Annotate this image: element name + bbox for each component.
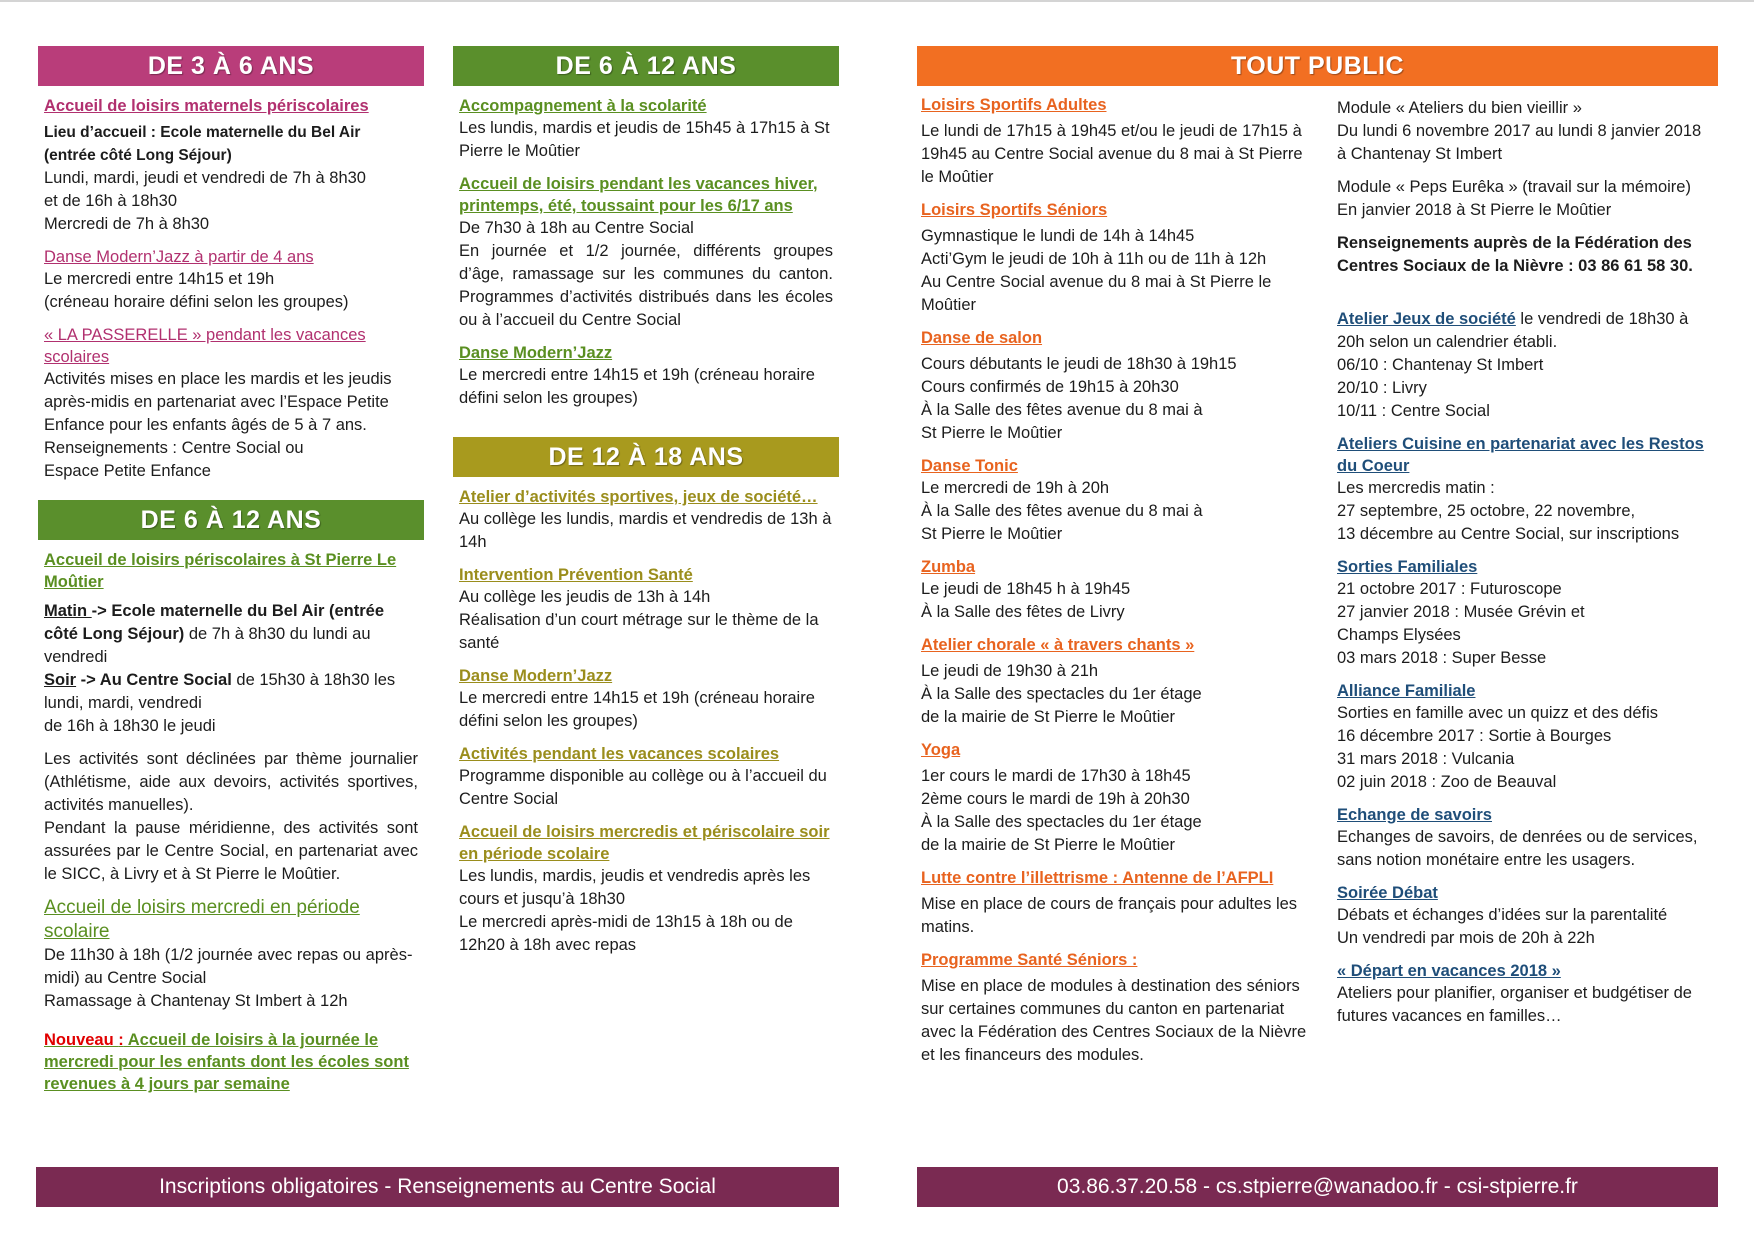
text-line: (entrée côté Long Séjour) bbox=[44, 147, 232, 164]
section-passerelle bbox=[44, 324, 418, 483]
text-line: 06/10 : Chantenay St Imbert bbox=[1337, 356, 1544, 374]
nouveau-colon: : bbox=[118, 1031, 124, 1049]
text-line: Les lundis, mardis et jeudis de 15h45 à 17h15 à St Pierre le Moûtier bbox=[459, 119, 830, 160]
section-chorale bbox=[921, 634, 1309, 729]
section-title: Danse Modern’Jazz bbox=[459, 667, 613, 685]
text-line: 20/10 : Livry bbox=[1337, 379, 1427, 397]
text-line: De 7h30 à 18h au Centre Social bbox=[459, 219, 694, 237]
section-title: Ateliers Cuisine en partenariat avec les Restos du Coeur bbox=[1337, 435, 1704, 475]
band-6-12: DE 6 À 12 ANS bbox=[38, 500, 424, 540]
text-line: Programme disponible au collège ou à l’accueil du Centre Social bbox=[459, 767, 827, 808]
section-depart-vacances bbox=[1337, 960, 1711, 1028]
section-title: Accueil de loisirs mercredis et périscolaire soir en période scolaire bbox=[459, 823, 830, 863]
top-rule bbox=[0, 0, 1754, 2]
text-line: À la Salle des fêtes avenue du 8 mai à bbox=[921, 401, 1203, 419]
section-activites-theme bbox=[44, 748, 418, 886]
section-sorties-familiales bbox=[1337, 556, 1711, 670]
text-line: Gymnastique le lundi de 14h à 14h45 bbox=[921, 227, 1195, 245]
text-line: À la Salle des spectacles du 1er étage bbox=[921, 685, 1202, 703]
text-line: Le jeudi de 18h45 h à 19h45 bbox=[921, 580, 1131, 598]
section-scolarite bbox=[459, 95, 833, 163]
section-danse-salon bbox=[921, 327, 1309, 445]
text-line: Le mercredi de 19h à 20h bbox=[921, 479, 1110, 497]
section-title: « Départ en vacances 2018 » bbox=[1337, 962, 1561, 980]
section-danse-4ans bbox=[44, 246, 418, 314]
section-title: Echange de savoirs bbox=[1337, 806, 1492, 824]
soir-label: Soir bbox=[44, 671, 77, 689]
text-line: 2ème cours le mardi de 19h à 20h30 bbox=[921, 790, 1190, 808]
section-title: Danse Modern’Jazz à partir de 4 ans bbox=[44, 248, 314, 266]
section-title: Accueil de loisirs pendant les vacances hiver, printemps, été, toussaint pour les 6/17 ans bbox=[459, 175, 818, 215]
section-zumba bbox=[921, 556, 1309, 624]
text-line: Un vendredi par mois de 20h à 22h bbox=[1337, 929, 1595, 947]
section-title: Accueil de loisirs maternels périscolaires bbox=[44, 97, 369, 115]
section-nouveau bbox=[44, 1029, 418, 1095]
text-line: 02 juin 2018 : Zoo de Beauval bbox=[1337, 773, 1557, 791]
text-line: Espace Petite Enfance bbox=[44, 462, 211, 480]
section-title: Accueil de loisirs périscolaires à St Pierre Le Moûtier bbox=[44, 551, 397, 591]
text-line: Module « Ateliers du bien vieillir » bbox=[1337, 99, 1582, 117]
section-cuisine bbox=[1337, 433, 1711, 546]
section-renseignements-federation bbox=[1337, 232, 1711, 278]
section-title: Soirée Débat bbox=[1337, 884, 1438, 902]
text-line: Ramassage à Chantenay St Imbert à 12h bbox=[44, 992, 348, 1010]
text-line: 03 mars 2018 : Super Besse bbox=[1337, 649, 1547, 667]
text-line: À la Salle des spectacles du 1er étage bbox=[921, 813, 1202, 831]
section-vacances-scolaires bbox=[459, 743, 833, 811]
section-prevention bbox=[459, 564, 833, 655]
text-line: 27 janvier 2018 : Musée Grévin et bbox=[1337, 603, 1585, 621]
text-line: Mise en place de cours de français pour adultes les matins. bbox=[921, 895, 1298, 936]
text-line: Les mercredis matin : bbox=[1337, 479, 1495, 497]
column-ages-6-12-left bbox=[38, 500, 424, 1095]
text-line bbox=[44, 669, 418, 715]
text-line: Les activités sont déclinées par thème journalier (Athlétisme, aide aux devoirs, activités sportives, activités manuelles). bbox=[44, 750, 418, 814]
text-line: Le mercredi après-midi de 13h15 à 18h ou de 12h20 à 18h avec repas bbox=[459, 913, 793, 954]
section-title: Atelier chorale « à travers chants » bbox=[921, 636, 1195, 654]
jeux-title: Atelier Jeux de société bbox=[1337, 310, 1516, 328]
text-line: de la mairie de St Pierre le Moûtier bbox=[921, 708, 1176, 726]
section-alliance-familiale bbox=[1337, 680, 1711, 794]
section-sportifs-seniors bbox=[921, 199, 1309, 317]
matin-rest: de 7h à 8h30 du lundi au vendredi bbox=[44, 625, 371, 666]
text-line: Au Centre Social avenue du 8 mai à St Pierre le Moûtier bbox=[921, 273, 1272, 314]
text-line: Renseignements : Centre Social ou bbox=[44, 439, 304, 457]
section-title: Alliance Familiale bbox=[1337, 682, 1476, 700]
section-vacances bbox=[459, 173, 833, 332]
column-ages-3-6 bbox=[38, 46, 424, 483]
section-title: « LA PASSERELLE » pendant les vacances scolaires bbox=[44, 326, 366, 366]
column-public-left bbox=[915, 94, 1315, 1067]
section-sante-seniors bbox=[921, 949, 1309, 1067]
text-line: Cours confirmés de 19h15 à 20h30 bbox=[921, 378, 1179, 396]
text-line: Les lundis, mardis, jeudis et vendredis après les cours et jusqu’à 18h30 bbox=[459, 867, 811, 908]
text-line: Sorties en famille avec un quizz et des défis bbox=[1337, 704, 1659, 722]
text-line: Activités mises en place les mardis et les jeudis après-midis en partenariat avec l’Espace Petite Enfance pour les enfants âgés de 5 à 7 ans. bbox=[44, 370, 392, 434]
footer-inscriptions: Inscriptions obligatoires - Renseignements au Centre Social bbox=[36, 1167, 839, 1207]
section-periscolaire-soir bbox=[459, 821, 833, 957]
text-line: Cours débutants le jeudi de 18h30 à 19h15 bbox=[921, 355, 1237, 373]
text-line: Echanges de savoirs, de denrées ou de services, sans notion monétaire entre les usagers. bbox=[1337, 828, 1698, 869]
text-line: Réalisation d’un court métrage sur le thème de la santé bbox=[459, 611, 819, 652]
text-line: de 16h à 18h30 le jeudi bbox=[44, 717, 216, 735]
text-line: Mercredi de 7h à 8h30 bbox=[44, 215, 210, 233]
text-line: À la Salle des fêtes de Livry bbox=[921, 603, 1125, 621]
section-title: Accueil de loisirs mercredi en période scolaire bbox=[44, 897, 360, 942]
text-line: Du lundi 6 novembre 2017 au lundi 8 janvier 2018 à Chantenay St Imbert bbox=[1337, 122, 1702, 163]
section-module-peps bbox=[1337, 176, 1711, 222]
text-line: 27 septembre, 25 octobre, 22 novembre, bbox=[1337, 502, 1636, 520]
column-ages-6-12 bbox=[453, 46, 839, 410]
section-echange-savoirs bbox=[1337, 804, 1711, 872]
section-yoga bbox=[921, 739, 1309, 857]
text-line: 1er cours le mardi de 17h30 à 18h45 bbox=[921, 767, 1191, 785]
text-line: Renseignements auprès de la Fédération des Centres Sociaux de la Nièvre : 03 86 61 58 30. bbox=[1337, 234, 1693, 275]
text-line: Au collège les jeudis de 13h à 14h bbox=[459, 588, 711, 606]
section-jeux-societe bbox=[1337, 308, 1711, 423]
nouveau-label: Nouveau bbox=[44, 1031, 119, 1049]
column-ages-12-18 bbox=[453, 437, 839, 957]
section-title: Danse de salon bbox=[921, 329, 1043, 347]
section-mercredi-scolaire bbox=[44, 896, 418, 1013]
column-public-right bbox=[1331, 97, 1717, 1028]
text-line: À la Salle des fêtes avenue du 8 mai à bbox=[921, 502, 1203, 520]
text-line: 31 mars 2018 : Vulcania bbox=[1337, 750, 1515, 768]
text-line: 21 octobre 2017 : Futuroscope bbox=[1337, 580, 1562, 598]
section-sportives bbox=[459, 486, 833, 554]
section-title: Loisirs Sportifs Séniors bbox=[921, 201, 1108, 219]
section-title: Intervention Prévention Santé bbox=[459, 566, 693, 584]
section-title: Programme Santé Séniors : bbox=[921, 951, 1138, 969]
text-line: Débats et échanges d’idées sur la parentalité bbox=[1337, 906, 1668, 924]
nouveau-title: Accueil de loisirs à la journée le mercredi pour les enfants dont les écoles sont revenues à 4 jours par semaine bbox=[44, 1031, 409, 1093]
section-title bbox=[44, 1029, 418, 1095]
text-line: de la mairie de St Pierre le Moûtier bbox=[921, 836, 1176, 854]
section-title: Sorties Familiales bbox=[1337, 558, 1478, 576]
text-line: De 11h30 à 18h (1/2 journée avec repas ou après-midi) au Centre Social bbox=[44, 946, 413, 987]
section-danse-612 bbox=[459, 342, 833, 410]
text-line: Mise en place de modules à destination des séniors sur certaines communes du canton en partenariat avec la Fédération des Centres Sociaux de la Nièvre et les financeurs des modules. bbox=[921, 977, 1307, 1064]
text-line: Module « Peps Eurêka » (travail sur la mémoire) bbox=[1337, 178, 1691, 196]
section-title: Activités pendant les vacances scolaires bbox=[459, 745, 780, 763]
text-line bbox=[44, 600, 418, 669]
section-title: Atelier d’activités sportives, jeux de société… bbox=[459, 488, 818, 506]
text-line: Le mercredi entre 14h15 et 19h bbox=[44, 270, 275, 288]
text-line: Le mercredi entre 14h15 et 19h (créneau horaire défini selon les groupes) bbox=[459, 366, 815, 407]
section-danse-tonic bbox=[921, 455, 1309, 546]
text-line: Champs Elysées bbox=[1337, 626, 1461, 644]
matin-label: Matin bbox=[44, 602, 92, 620]
section-title: Lutte contre l’illettrisme : Antenne de l’AFPLI bbox=[921, 869, 1274, 887]
text-line: Lieu d’accueil : Ecole maternelle du Bel Air bbox=[44, 124, 361, 141]
band-6-12-b: DE 6 À 12 ANS bbox=[453, 46, 839, 86]
text-line: Le mercredi entre 14h15 et 19h (créneau horaire défini selon les groupes) bbox=[459, 689, 815, 730]
text-line: et de 16h à 18h30 bbox=[44, 192, 178, 210]
text-line: St Pierre le Moûtier bbox=[921, 525, 1063, 543]
text-line: Ateliers pour planifier, organiser et budgétiser de futures vacances en familles… bbox=[1337, 984, 1692, 1025]
section-title: Loisirs Sportifs Adultes bbox=[921, 96, 1107, 114]
section-title: Danse Modern’Jazz bbox=[459, 344, 613, 362]
text-line: 10/11 : Centre Social bbox=[1337, 402, 1490, 420]
section-title: Zumba bbox=[921, 558, 976, 576]
section-danse-1218 bbox=[459, 665, 833, 733]
section-soiree-debat bbox=[1337, 882, 1711, 950]
jeux-rest: le vendredi de 18h30 à 20h selon un calendrier établi. bbox=[1337, 310, 1689, 351]
text-line bbox=[1337, 308, 1711, 354]
text-line: En janvier 2018 à St Pierre le Moûtier bbox=[1337, 201, 1612, 219]
section-sportifs-adultes bbox=[921, 94, 1309, 189]
band-tout-public: TOUT PUBLIC bbox=[917, 46, 1718, 86]
section-title: Yoga bbox=[921, 741, 961, 759]
text-line: 13 décembre au Centre Social, sur inscriptions bbox=[1337, 525, 1680, 543]
text-line: Acti’Gym le jeudi de 10h à 11h ou de 11h à 12h bbox=[921, 250, 1267, 268]
band-3-6: DE 3 À 6 ANS bbox=[38, 46, 424, 86]
soir-rest: de 15h30 à 18h30 les lundi, mardi, vendredi bbox=[44, 671, 396, 712]
text-line: Le lundi de 17h15 à 19h45 et/ou le jeudi de 17h15 à 19h45 au Centre Social avenue du 8 mai à St Pierre le Moûtier bbox=[921, 122, 1303, 186]
band-12-18: DE 12 À 18 ANS bbox=[453, 437, 839, 477]
text-line: En journée et 1/2 journée, différents groupes d’âge, ramassage sur les communes du canton. Programmes d’activités distribués dans les écoles ou à l’accueil du Centre Social bbox=[459, 242, 833, 329]
text-line: St Pierre le Moûtier bbox=[921, 424, 1063, 442]
footer-contact: 03.86.37.20.58 - cs.stpierre@wanadoo.fr - csi-stpierre.fr bbox=[917, 1167, 1718, 1207]
text-line: 16 décembre 2017 : Sortie à Bourges bbox=[1337, 727, 1612, 745]
matin-text: -> Ecole maternelle du Bel Air (entrée côté Long Séjour) bbox=[44, 602, 385, 643]
section-maternels bbox=[44, 95, 418, 236]
section-module-bien-vieillir bbox=[1337, 97, 1711, 166]
text-line: Au collège les lundis, mardis et vendredis de 13h à 14h bbox=[459, 510, 832, 551]
text-line: Pendant la pause méridienne, des activités sont assurées par le Centre Social, en partenariat avec le SICC, à Livry et à St Pierre le Moûtier. bbox=[44, 819, 418, 883]
text-line: (créneau horaire défini selon les groupes) bbox=[44, 293, 349, 311]
section-title: Danse Tonic bbox=[921, 457, 1018, 475]
section-title: Accompagnement à la scolarité bbox=[459, 97, 707, 115]
text-line: Le jeudi de 19h30 à 21h bbox=[921, 662, 1099, 680]
section-periscolaires bbox=[44, 549, 418, 738]
section-illettrisme bbox=[921, 867, 1309, 939]
soir-text: -> Au Centre Social bbox=[76, 671, 232, 689]
text-line: Lundi, mardi, jeudi et vendredi de 7h à 8h30 bbox=[44, 169, 366, 187]
